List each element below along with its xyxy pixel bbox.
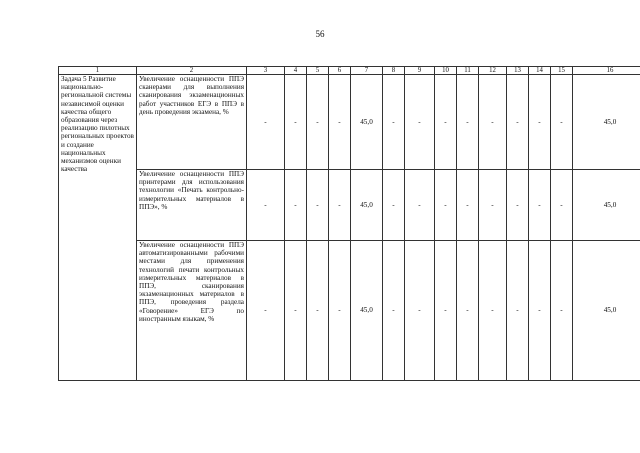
value-cell: -	[435, 241, 457, 381]
value-cell: -	[405, 170, 435, 241]
indicator-cell: Увеличение оснащенности ППЭ принтерами для использования технологии «Печать контрольно-измерительных материалов в ППЭ», %	[137, 170, 247, 241]
value-cell: 45,0	[573, 241, 640, 381]
value-cell: -	[457, 241, 479, 381]
value-cell: -	[457, 75, 479, 170]
value-cell: -	[383, 75, 405, 170]
value-cell: -	[551, 75, 573, 170]
value-cell: -	[457, 170, 479, 241]
col-header: 2	[137, 67, 247, 75]
value-cell: 45,0	[351, 75, 383, 170]
indicator-cell: Увеличение оснащенности ППЭ автоматизированными рабочими местами для применения технологий печати контрольных измерительных материалов в ППЭ, сканирования экзаменационных материалов в ППЭ, проведения раздела «Говорение» ЕГЭ по иностранным языкам, %	[137, 241, 247, 381]
value-cell: -	[329, 241, 351, 381]
col-header: 16	[573, 67, 640, 75]
value-cell: -	[551, 241, 573, 381]
col-header: 1	[59, 67, 137, 75]
value-cell: -	[307, 241, 329, 381]
value-cell: -	[285, 241, 307, 381]
value-cell: -	[285, 75, 307, 170]
value-cell: -	[507, 170, 529, 241]
value-cell: 45,0	[573, 170, 640, 241]
value-cell: -	[479, 241, 507, 381]
value-cell: -	[247, 170, 285, 241]
value-cell: -	[529, 75, 551, 170]
table-row	[59, 75, 640, 170]
value-cell: -	[329, 170, 351, 241]
header-row	[59, 67, 640, 75]
value-cell: -	[383, 241, 405, 381]
value-cell: -	[247, 241, 285, 381]
value-cell: -	[307, 75, 329, 170]
value-cell: -	[405, 241, 435, 381]
value-cell: -	[435, 75, 457, 170]
value-cell: -	[383, 170, 405, 241]
value-cell: -	[529, 170, 551, 241]
value-cell: -	[285, 170, 307, 241]
col-header: 12	[479, 67, 507, 75]
task-cell: Задача 5 Развитие национально-региональной системы независимой оценки качества общего образования через реализацию пилотных региональных проектов и создание национальных механизмов оценки качества	[59, 75, 137, 381]
table-row	[59, 170, 640, 241]
value-cell: -	[329, 75, 351, 170]
value-cell: -	[435, 170, 457, 241]
value-cell: -	[529, 241, 551, 381]
value-cell: 45,0	[351, 170, 383, 241]
col-header: 13	[507, 67, 529, 75]
col-header: 7	[351, 67, 383, 75]
col-header: 4	[285, 67, 307, 75]
value-cell: -	[479, 170, 507, 241]
value-cell: -	[247, 75, 285, 170]
indicator-cell: Увеличение оснащенности ППЭ сканерами для выполнения сканирования экзаменационных работ участников ЕГЭ в ППЭ в день проведения экзамена, %	[137, 75, 247, 170]
col-header: 6	[329, 67, 351, 75]
col-header: 11	[457, 67, 479, 75]
indicators-table	[58, 66, 640, 381]
value-cell: -	[507, 241, 529, 381]
value-cell: -	[405, 75, 435, 170]
value-cell: -	[307, 170, 329, 241]
col-header: 8	[383, 67, 405, 75]
value-cell: 45,0	[351, 241, 383, 381]
col-header: 3	[247, 67, 285, 75]
value-cell: -	[551, 170, 573, 241]
col-header: 5	[307, 67, 329, 75]
col-header: 9	[405, 67, 435, 75]
table-row	[59, 241, 640, 381]
value-cell: 45,0	[573, 75, 640, 170]
col-header: 15	[551, 67, 573, 75]
col-header: 14	[529, 67, 551, 75]
value-cell: -	[507, 75, 529, 170]
col-header: 10	[435, 67, 457, 75]
page-number: 56	[315, 29, 325, 39]
value-cell: -	[479, 75, 507, 170]
